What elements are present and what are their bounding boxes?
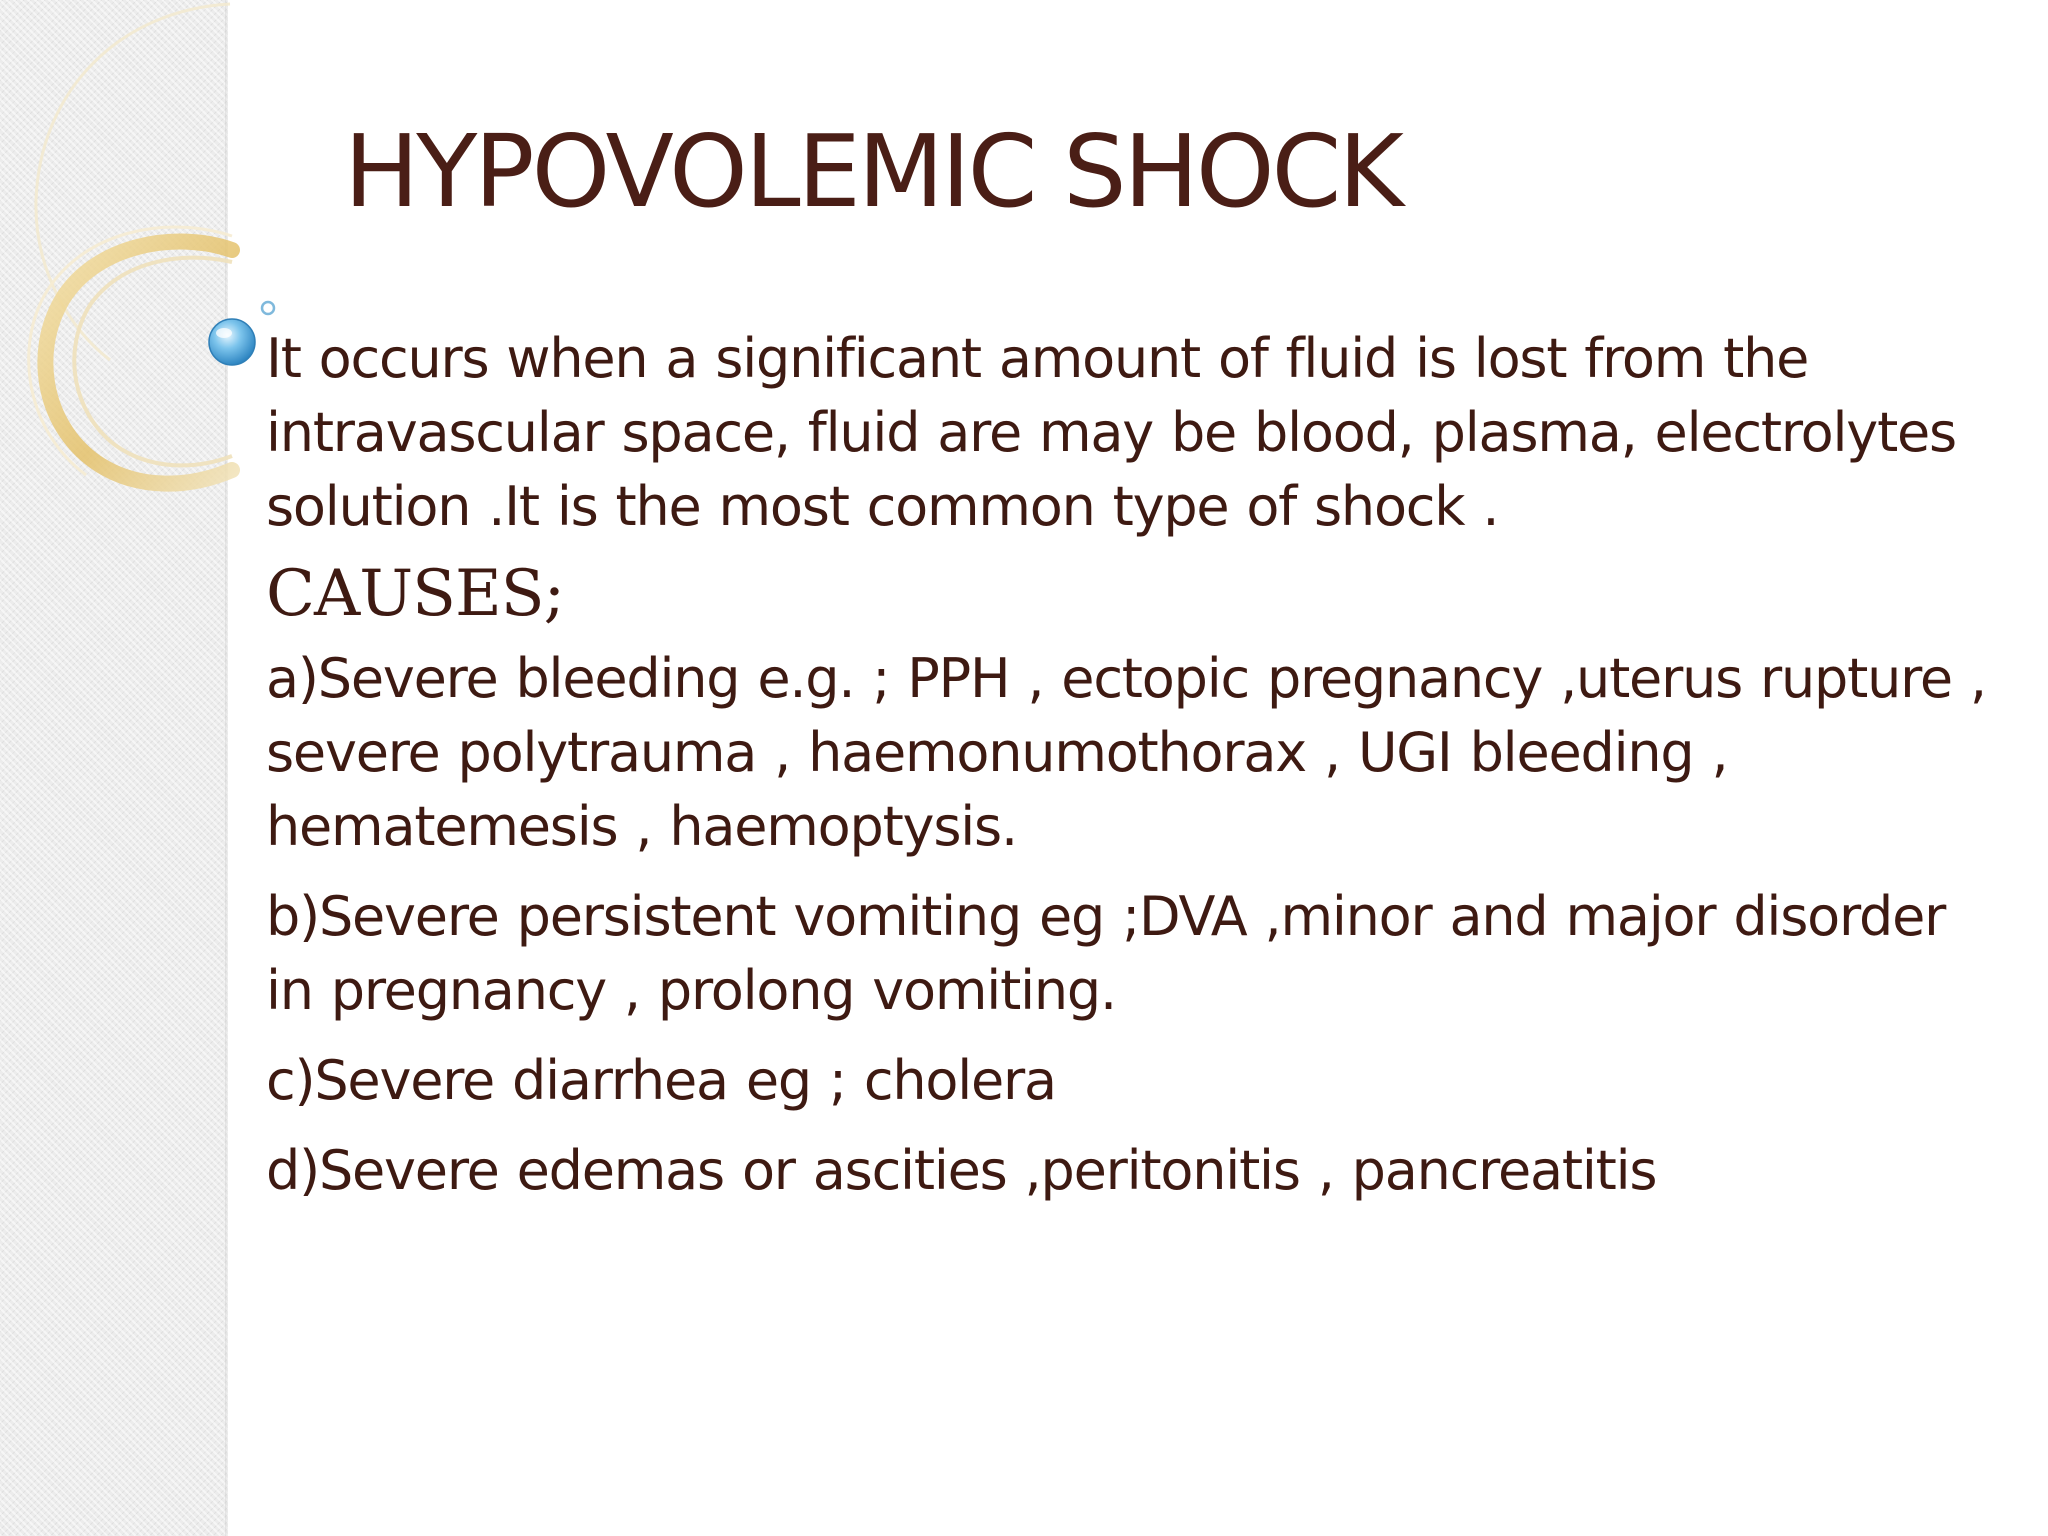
slide-body [266, 322, 2006, 1224]
causes-heading: CAUSES; [266, 557, 565, 631]
causes-list [266, 642, 2006, 1208]
small-circle-icon [262, 302, 274, 314]
cause-item-d: d)Severe edemas or ascities ,peritonitis , pancreatitis [266, 1139, 1657, 1202]
blue-bead-bullet-icon [209, 319, 255, 365]
decorative-rings-icon [0, 0, 300, 520]
cause-item-c: c)Severe diarrhea eg ; cholera [266, 1049, 1056, 1112]
slide-title: HYPOVOLEMIC SHOCK [344, 113, 1401, 230]
cause-item-a: a)Severe bleeding e.g. ; PPH , ectopic pregnancy ,uterus rupture , severe polytrauma , haemonumothorax , UGI bleeding , hematemesis , haemoptysis. [266, 647, 1986, 858]
cause-item-b: b)Severe persistent vomiting eg ;DVA ,minor and major disorder in pregnancy , prolong vomiting. [266, 885, 1946, 1022]
intro-paragraph: It occurs when a significant amount of fluid is lost from the intravascular space, fluid are may be blood, plasma, electrolytes solution .It is the most common type of shock . [266, 327, 1956, 538]
